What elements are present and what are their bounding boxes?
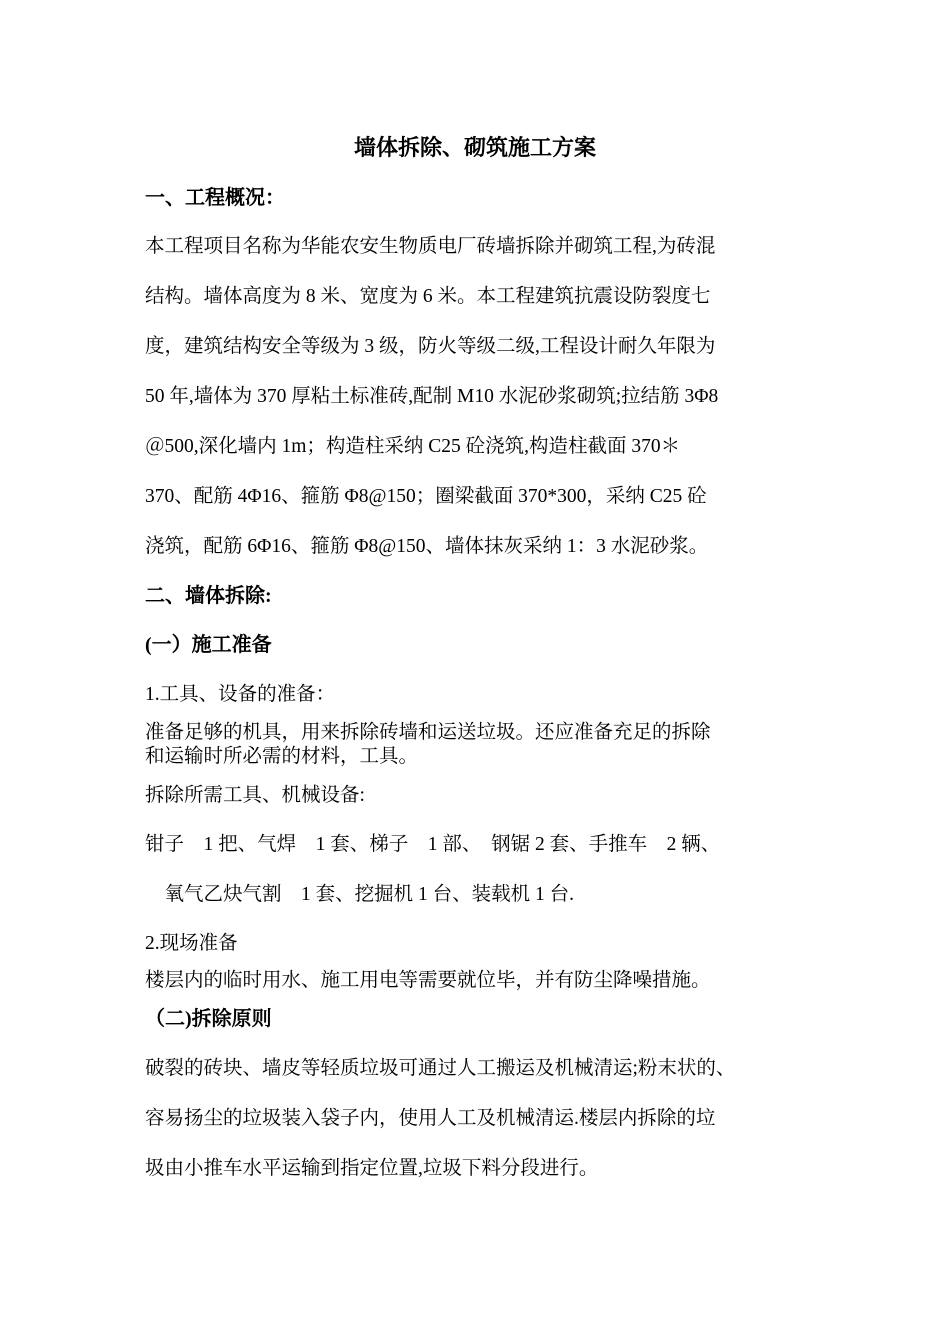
item-label-site: 2.现场准备 bbox=[145, 933, 238, 954]
paragraph-line: 结构。墙体高度为 8 米、宽度为 6 米。本工程建筑抗震设防裂度七 bbox=[145, 286, 711, 307]
equipment-list bbox=[145, 820, 825, 920]
site-paragraph: 楼层内的临时用水、施工用电等需要就位毕，并有防尘降噪措施。 bbox=[145, 970, 711, 991]
paragraph-line: 浇筑，配筋 6Φ16、箍筋 Φ8@150、墙体抹灰采纳 1：3 水泥砂浆。 bbox=[145, 536, 709, 557]
paragraph-line: 准备足够的机具，用来拆除砖墙和运送垃圾。还应准备充足的拆除 bbox=[145, 722, 711, 743]
paragraph-line: 370、配筋 4Φ16、箍筋 Φ8@150；圈梁截面 370*300，采纳 C25 砼 bbox=[145, 486, 707, 507]
subsection-heading-preparation: (一）施工准备 bbox=[145, 634, 272, 656]
paragraph-line: 50 年,墙体为 370 厚粘土标准砖,配制 M10 水泥砂浆砌筑;拉结筋 3Φ8 bbox=[145, 386, 719, 407]
document-title: 墙体拆除、砌筑施工方案 bbox=[353, 135, 596, 160]
paragraph-line: 本工程项目名称为华能农安生物质电厂砖墙拆除并砌筑工程,为砖混 bbox=[145, 236, 716, 257]
tools-paragraph bbox=[145, 721, 825, 769]
principles-paragraph bbox=[145, 1044, 825, 1194]
equipment-line: 氧气乙炔气割 1 套、挖掘机 1 台、装载机 1 台. bbox=[145, 884, 575, 905]
paragraph-line: 破裂的砖块、墙皮等轻质垃圾可通过人工搬运及机械清运;粉末状的、 bbox=[145, 1058, 736, 1079]
subsection-heading-principles: （二)拆除原则 bbox=[145, 1008, 272, 1030]
paragraph-line: 度，建筑结构安全等级为 3 级，防火等级二级,工程设计耐久年限为 bbox=[145, 336, 716, 357]
equipment-line: 钳子 1 把、气焊 1 套、梯子 1 部、 钢锯 2 套、手推车 2 辆、 bbox=[145, 834, 721, 855]
paragraph-line: 圾由小推车水平运输到指定位置,垃圾下料分段进行。 bbox=[145, 1158, 599, 1179]
section-heading-overview: 一、工程概况： bbox=[145, 187, 285, 209]
equipment-label: 拆除所需工具、机械设备: bbox=[145, 785, 365, 806]
paragraph-line: 和运输时所必需的材料，工具。 bbox=[145, 746, 419, 767]
paragraph-line: 容易扬尘的垃圾装入袋子内，使用人工及机械清运.楼层内拆除的垃 bbox=[145, 1108, 716, 1129]
section-heading-demolition: 二、墙体拆除: bbox=[145, 585, 272, 607]
overview-paragraph bbox=[145, 222, 825, 572]
item-label-tools: 1.工具、设备的准备： bbox=[145, 684, 336, 705]
paragraph-line: ＠500,深化墙内 1m；构造柱采纳 C25 砼浇筑,构造柱截面 370＊ bbox=[145, 436, 681, 457]
